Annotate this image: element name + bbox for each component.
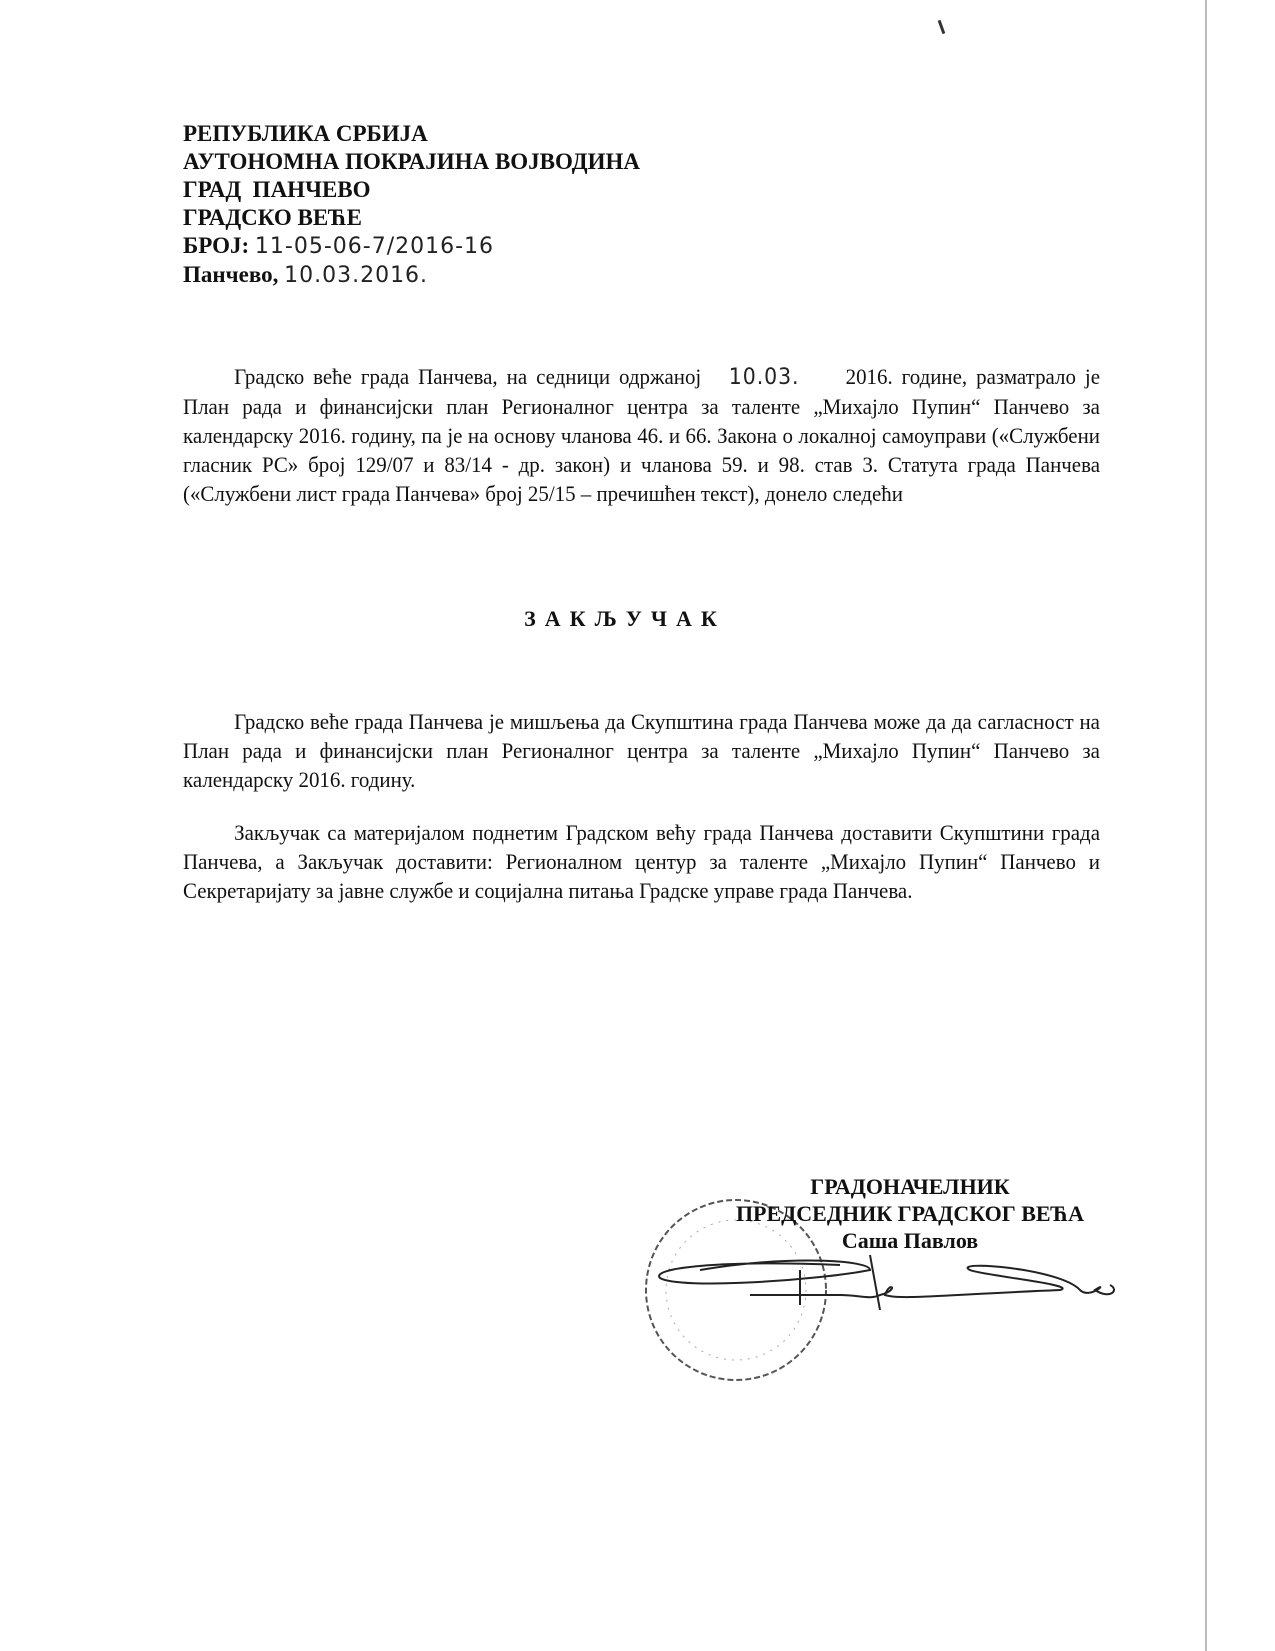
document-header	[183, 120, 640, 290]
session-date: 10.03.	[728, 365, 800, 390]
header-line: РЕПУБЛИКА СРБИЈА	[183, 121, 428, 146]
header-line: ГРАДСКО ВЕЋЕ	[183, 205, 362, 230]
date-value: 10.03.2016.	[284, 263, 429, 288]
document-number	[183, 232, 640, 261]
body-paragraph	[183, 818, 1100, 905]
number-label: БРОЈ:	[183, 233, 250, 258]
scan-mark	[938, 20, 946, 34]
conclusion-text: Градско веће града Панчева је мишљења да Скупштина града Панчева може да да сагласност на План рада и финансијски план Регионалног центра за таленте „Михајло Пупин“ Панчево за календарску 2016. годину.	[183, 709, 1100, 792]
intro-text: Градско веће града Панчева, на седници одржаној	[234, 364, 702, 389]
place-label: Панчево,	[183, 262, 279, 287]
signature-title: ГРАДОНАЧЕЛНИК	[810, 1174, 1010, 1199]
number-value: 11-05-06-7/2016-16	[254, 234, 495, 259]
signature-block	[700, 1173, 1120, 1254]
intro-paragraph	[183, 362, 1100, 508]
scan-edge	[1205, 0, 1207, 1651]
signatory-name: Саша Павлов	[841, 1228, 979, 1253]
header-line: ГРАД ПАНЧЕВО	[183, 177, 371, 202]
intro-text-cont: 2016. године, разматрало је План рада и финансијски план Регионалног центра за таленте „Михајло Пупин“ Панчево за календарску 2016. годину, па је на основу чланова 46. и 66. Закона о локалној самоуправи («Службени гласник РС» број 129/07 и 83/14 - др. закон) и чланова 59. и 98. став 3. Статута града Панчева («Службени лист града Панчева» број 25/15 – пречишћен текст), донело следећи	[183, 364, 1100, 506]
signature-title: ПРЕДСЕДНИК ГРАДСКОГ ВЕЋА	[735, 1201, 1085, 1226]
handwritten-signature	[640, 1250, 1120, 1320]
body-paragraph	[183, 707, 1100, 794]
delivery-text: Закључак са материјалом поднетим Градском већу града Панчева доставити Скупштини града Панчева, а Закључак доставити: Регионалном центур за таленте „Михајло Пупин“ Панчево и Секретаријату за јавне службе и социјална питања Градске управе града Панчева.	[183, 820, 1100, 903]
document-title: ЗАКЉУЧАК	[524, 606, 726, 631]
document-date	[183, 261, 640, 290]
header-line: АУТОНОМНА ПОКРАЈИНА ВОЈВОДИНА	[183, 149, 640, 174]
